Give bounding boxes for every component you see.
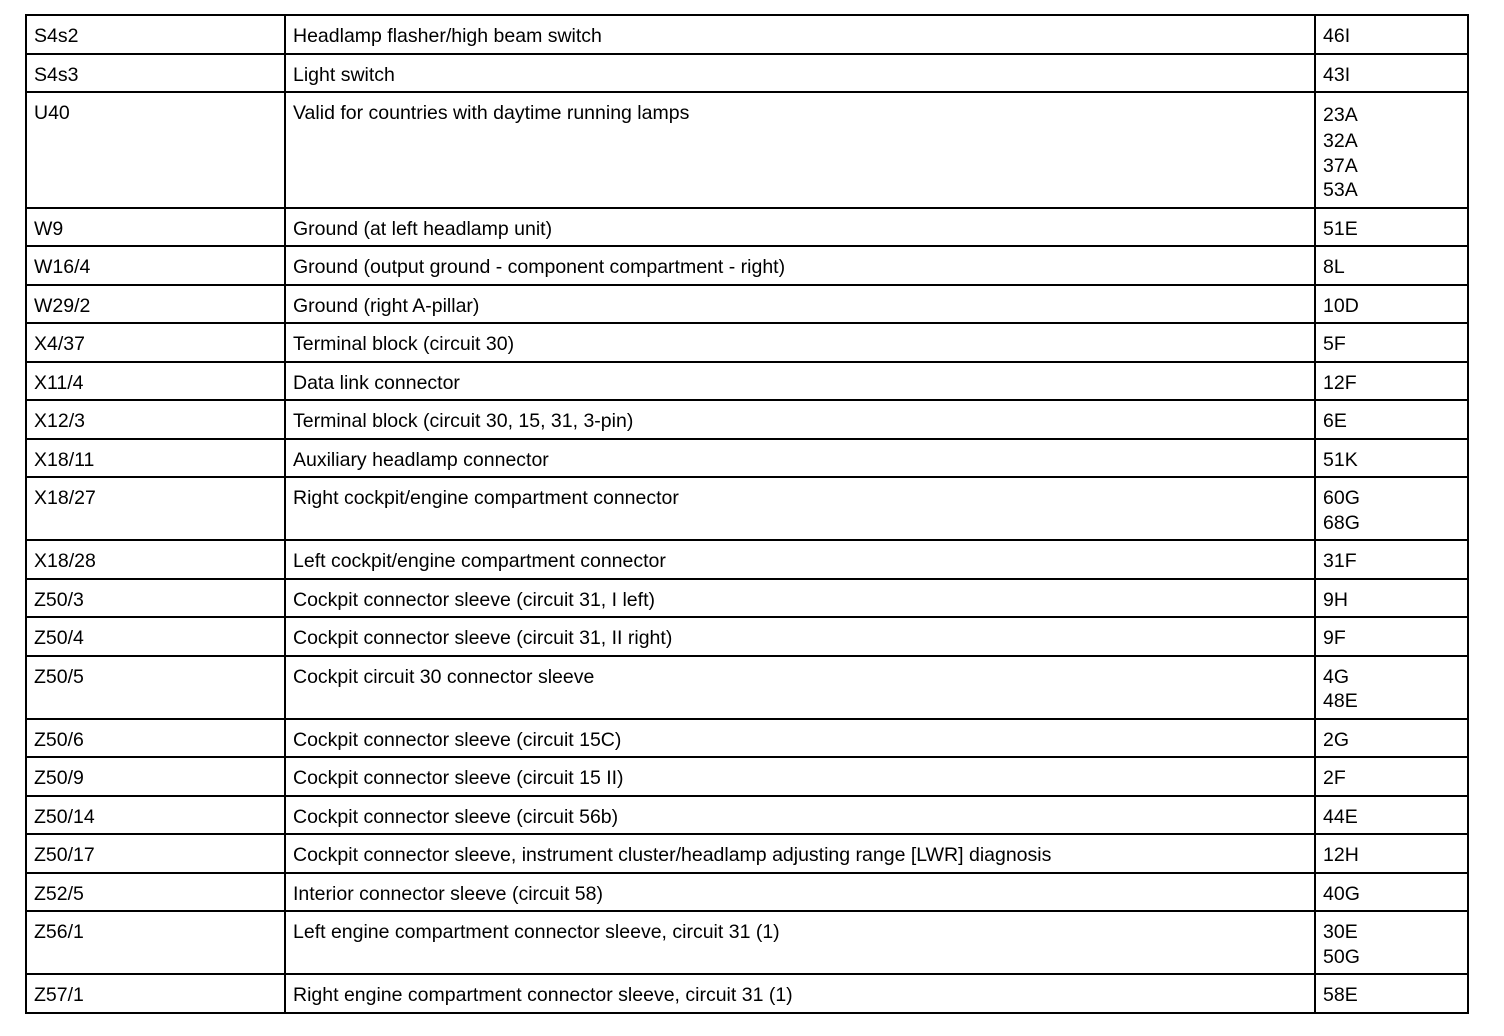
grid-location: 5F <box>1323 333 1346 355</box>
grid-location-cell <box>1315 246 1468 285</box>
component-code: X18/27 <box>26 477 285 540</box>
table-row <box>26 719 1468 758</box>
table-row <box>26 873 1468 912</box>
table-row <box>26 362 1468 401</box>
table-row <box>26 617 1468 656</box>
component-description: Interior connector sleeve (circuit 58) <box>285 873 1315 912</box>
grid-location-cell <box>1315 362 1468 401</box>
table-row <box>26 15 1468 54</box>
grid-location-cell <box>1315 656 1468 719</box>
grid-location-cell <box>1315 757 1468 796</box>
legend-table-body <box>26 15 1468 1013</box>
grid-location-cell <box>1315 285 1468 324</box>
component-code: Z50/5 <box>26 656 285 719</box>
component-code: S4s3 <box>26 54 285 93</box>
component-description: Valid for countries with daytime running lamps <box>285 92 1315 208</box>
component-code: Z50/4 <box>26 617 285 656</box>
component-code: Z56/1 <box>26 911 285 974</box>
component-description: Left engine compartment connector sleeve, circuit 31 (1) <box>285 911 1315 974</box>
table-row <box>26 757 1468 796</box>
grid-location: 37A <box>1323 154 1358 177</box>
component-code: X18/28 <box>26 540 285 579</box>
grid-location-cell <box>1315 477 1468 540</box>
component-code: Z57/1 <box>26 974 285 1013</box>
component-description: Light switch <box>285 54 1315 93</box>
grid-location: 9H <box>1323 588 1348 611</box>
grid-location-cell <box>1315 323 1468 362</box>
component-code: Z50/3 <box>26 579 285 618</box>
grid-location-cell <box>1315 834 1468 873</box>
component-description: Terminal block (circuit 30, 15, 31, 3-pin) <box>285 400 1315 439</box>
grid-location: 8L <box>1323 256 1345 278</box>
component-description: Left cockpit/engine compartment connector <box>285 540 1315 579</box>
grid-location-cell <box>1315 15 1468 54</box>
grid-location: 12F <box>1323 371 1357 394</box>
grid-location-cell <box>1315 92 1468 208</box>
grid-location: 12H <box>1323 844 1359 866</box>
component-description: Cockpit connector sleeve, instrument cluster/headlamp adjusting range [LWR] diagnosis <box>285 834 1315 873</box>
component-description: Headlamp flasher/high beam switch <box>285 15 1315 54</box>
grid-location-cell <box>1315 439 1468 478</box>
grid-location-cell <box>1315 911 1468 974</box>
component-description: Cockpit connector sleeve (circuit 31, I left) <box>285 579 1315 618</box>
component-legend-table <box>25 14 1469 1014</box>
table-row <box>26 400 1468 439</box>
component-code: W29/2 <box>26 285 285 324</box>
table-row <box>26 656 1468 719</box>
table-row <box>26 579 1468 618</box>
grid-location: 46I <box>1323 25 1351 47</box>
grid-location: 43I <box>1323 63 1351 86</box>
grid-location: 50G <box>1323 945 1360 968</box>
component-code: W16/4 <box>26 246 285 285</box>
grid-location: 53A <box>1323 179 1358 201</box>
grid-location-cell <box>1315 208 1468 247</box>
component-description: Right cockpit/engine compartment connector <box>285 477 1315 540</box>
component-description: Data link connector <box>285 362 1315 401</box>
component-description: Auxiliary headlamp connector <box>285 439 1315 478</box>
grid-location: 58E <box>1323 984 1358 1006</box>
component-description: Cockpit circuit 30 connector sleeve <box>285 656 1315 719</box>
grid-location-cell <box>1315 579 1468 618</box>
grid-location-cell <box>1315 796 1468 835</box>
grid-location: 23A <box>1323 104 1358 126</box>
grid-location: 68G <box>1323 511 1360 534</box>
table-row <box>26 911 1468 974</box>
component-description: Ground (right A-pillar) <box>285 285 1315 324</box>
component-description: Terminal block (circuit 30) <box>285 323 1315 362</box>
component-code: X12/3 <box>26 400 285 439</box>
grid-location: 51K <box>1323 448 1358 471</box>
grid-location: 2G <box>1323 728 1350 751</box>
grid-location: 60G <box>1323 487 1360 509</box>
table-row <box>26 477 1468 540</box>
grid-location: 40G <box>1323 882 1360 905</box>
component-code: Z50/17 <box>26 834 285 873</box>
grid-location: 44E <box>1323 805 1358 828</box>
grid-location-cell <box>1315 540 1468 579</box>
grid-location-cell <box>1315 873 1468 912</box>
component-code: Z52/5 <box>26 873 285 912</box>
table-row <box>26 54 1468 93</box>
grid-location: 2F <box>1323 767 1346 789</box>
component-description: Ground (output ground - component compartment - right) <box>285 246 1315 285</box>
component-description: Cockpit connector sleeve (circuit 56b) <box>285 796 1315 835</box>
table-row <box>26 285 1468 324</box>
grid-location: 9F <box>1323 627 1346 649</box>
grid-location: 48E <box>1323 690 1358 712</box>
component-code: W9 <box>26 208 285 247</box>
component-code: X18/11 <box>26 439 285 478</box>
component-code: Z50/6 <box>26 719 285 758</box>
grid-location-cell <box>1315 400 1468 439</box>
component-code: X11/4 <box>26 362 285 401</box>
table-row <box>26 540 1468 579</box>
grid-location-cell <box>1315 974 1468 1013</box>
grid-location: 51E <box>1323 217 1358 240</box>
component-code: Z50/9 <box>26 757 285 796</box>
component-description: Ground (at left headlamp unit) <box>285 208 1315 247</box>
component-code: S4s2 <box>26 15 285 54</box>
table-row <box>26 439 1468 478</box>
grid-location: 4G <box>1323 665 1350 688</box>
grid-location-cell <box>1315 54 1468 93</box>
table-row <box>26 246 1468 285</box>
component-description: Cockpit connector sleeve (circuit 15C) <box>285 719 1315 758</box>
table-row <box>26 834 1468 873</box>
table-row <box>26 92 1468 208</box>
table-row <box>26 208 1468 247</box>
table-row <box>26 974 1468 1013</box>
component-code: U40 <box>26 92 285 208</box>
grid-location: 10D <box>1323 294 1359 317</box>
component-description: Right engine compartment connector sleeve, circuit 31 (1) <box>285 974 1315 1013</box>
table-row <box>26 796 1468 835</box>
grid-location: 6E <box>1323 410 1347 432</box>
component-description: Cockpit connector sleeve (circuit 15 II) <box>285 757 1315 796</box>
grid-location: 30E <box>1323 921 1358 943</box>
table-row <box>26 323 1468 362</box>
grid-location-cell <box>1315 617 1468 656</box>
component-code: X4/37 <box>26 323 285 362</box>
grid-location: 32A <box>1323 130 1358 152</box>
component-description: Cockpit connector sleeve (circuit 31, II right) <box>285 617 1315 656</box>
component-code: Z50/14 <box>26 796 285 835</box>
grid-location-cell <box>1315 719 1468 758</box>
grid-location: 31F <box>1323 550 1357 572</box>
